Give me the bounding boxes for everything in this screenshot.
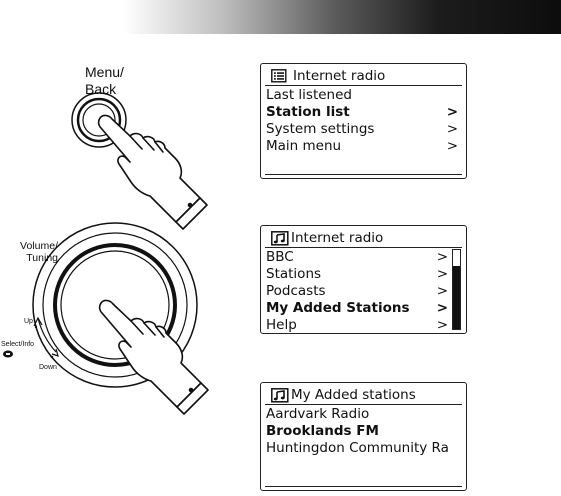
- list-icon: [271, 69, 287, 83]
- menu-row-podcasts[interactable]: [266, 283, 448, 300]
- menu-back-label: [85, 64, 124, 98]
- menu-row-system-settings[interactable]: [266, 121, 460, 138]
- lcd-title-bar: [265, 67, 462, 86]
- station-row-label: Brooklands FM: [266, 423, 379, 439]
- chevron-right-icon: >: [436, 283, 448, 299]
- lcd-title: Internet radio: [291, 230, 384, 246]
- station-row-label: Huntingdon Community Ra: [266, 440, 449, 456]
- menu-row-label: Podcasts: [266, 283, 326, 299]
- menu-row-station-list[interactable]: [266, 104, 460, 121]
- lcd-title: Internet radio: [293, 68, 386, 84]
- pointing-hand-icon: [99, 115, 207, 229]
- lcd-screen-1: [260, 63, 467, 179]
- lcd-title: My Added stations: [291, 387, 416, 403]
- scrollbar[interactable]: [452, 249, 461, 330]
- lcd-screen-2: [260, 225, 467, 334]
- menu-row-label: My Added Stations: [266, 300, 410, 316]
- menu-row-label: System settings: [266, 121, 375, 137]
- chevron-right-icon: >: [436, 317, 448, 333]
- menu-back-label-line1: Menu/: [85, 64, 124, 80]
- station-row-huntingdon[interactable]: [266, 440, 460, 457]
- menu-back-label-line2: Back: [85, 81, 117, 97]
- menu-row-label: BBC: [266, 249, 294, 265]
- down-label: Down: [39, 364, 57, 371]
- station-row-label: Aardvark Radio: [266, 406, 370, 422]
- up-label: Up: [24, 318, 33, 325]
- select-info-label: Select/Info: [1, 341, 35, 348]
- volume-tuning-label: [10, 240, 58, 264]
- chevron-right-icon: >: [446, 121, 458, 137]
- select-info-icon: [3, 351, 13, 358]
- menu-row-stations[interactable]: [266, 266, 448, 283]
- lcd-title-bar: [265, 386, 462, 405]
- station-row-aardvark-radio[interactable]: [266, 406, 460, 423]
- station-row-brooklands-fm[interactable]: [266, 423, 460, 440]
- menu-row-label: Station list: [266, 104, 350, 120]
- chevron-right-icon: >: [436, 300, 448, 316]
- menu-row-label: Help: [266, 317, 297, 333]
- menu-row-label: Stations: [266, 266, 322, 282]
- lcd-bottom-line: [265, 174, 462, 175]
- lcd-screen-3: [260, 382, 467, 491]
- menu-row-label: Last listened: [266, 87, 352, 103]
- chevron-right-icon: >: [446, 104, 458, 120]
- volume-label-line1: Volume/: [20, 240, 58, 252]
- menu-row-label: Main menu: [266, 138, 342, 154]
- chevron-right-icon: >: [436, 266, 448, 282]
- chevron-right-icon: >: [436, 249, 448, 265]
- music-note-icon: [271, 388, 289, 403]
- scrollbar-thumb[interactable]: [453, 266, 460, 329]
- lcd-title-bar: [265, 229, 462, 248]
- menu-row-last-listened[interactable]: [266, 87, 460, 104]
- lcd-bottom-line: [265, 486, 462, 487]
- menu-row-help[interactable]: [266, 317, 448, 334]
- menu-row-main-menu[interactable]: [266, 138, 460, 155]
- menu-row-bbc[interactable]: [266, 249, 448, 266]
- menu-row-my-added-stations[interactable]: [266, 300, 448, 317]
- volume-label-line2: Tuning: [26, 252, 58, 264]
- chevron-right-icon: >: [446, 138, 458, 154]
- music-note-icon: [271, 231, 289, 246]
